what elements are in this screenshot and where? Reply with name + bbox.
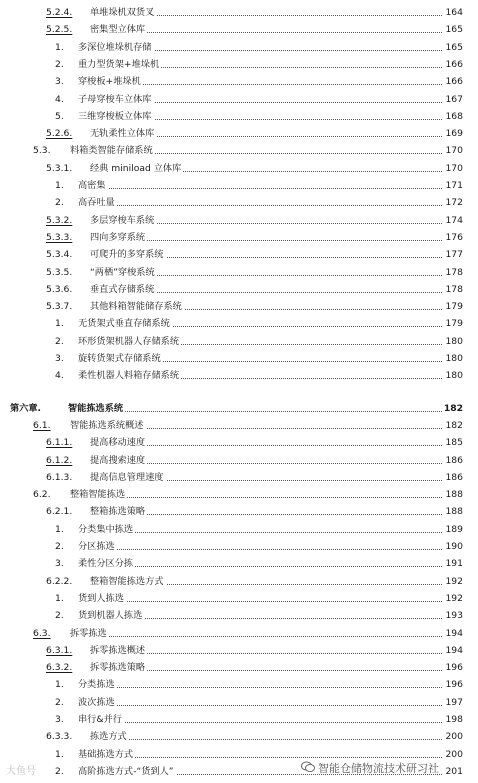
toc-entry-number: 6.1.3. — [46, 471, 73, 483]
toc-entry-page: 169 — [443, 125, 463, 142]
toc-entry[interactable] — [0, 659, 478, 676]
toc-entry-number: 6.3. — [33, 627, 51, 639]
toc-entry[interactable] — [0, 538, 478, 555]
toc-entry-page: 190 — [443, 538, 463, 555]
toc-entry-page: 182 — [442, 400, 463, 417]
toc-entry-page: 165 — [443, 21, 463, 38]
toc-entry[interactable] — [0, 315, 478, 332]
toc-entry-title: 穿梭板+堆垛机 — [78, 73, 143, 90]
toc-entry-page: 168 — [443, 108, 463, 125]
toc-entry-page: 196 — [443, 659, 463, 676]
toc-entry-number: 5.3.7. — [46, 301, 73, 313]
toc-entry[interactable] — [0, 56, 478, 73]
toc-entry-number: 2. — [55, 765, 64, 777]
toc-entry[interactable] — [0, 177, 478, 194]
toc-entry-page: 170 — [443, 142, 463, 159]
toc-entry-page: 188 — [443, 486, 463, 503]
toc-entry-page: 197 — [443, 694, 463, 711]
toc-entry-number: 5.3. — [33, 145, 51, 157]
toc-entry-title: 整箱拣选策略 — [90, 503, 147, 520]
toc-leader-dots — [90, 739, 448, 740]
toc-entry-page: 194 — [443, 625, 463, 642]
toc-entry-page: 200 — [443, 728, 463, 745]
toc-entry-number: 3. — [55, 558, 64, 570]
toc-entry-page: 174 — [443, 212, 463, 229]
toc-entry[interactable] — [0, 229, 478, 246]
toc-entry-page: 191 — [443, 555, 463, 572]
toc-leader-dots — [70, 636, 448, 637]
toc-entry-number: 6.1. — [33, 419, 51, 431]
toc-entry[interactable] — [0, 676, 478, 693]
toc-entry-number: 5.2.5. — [46, 24, 73, 36]
toc-leader-dots — [78, 601, 448, 602]
toc-entry-page: 178 — [443, 264, 463, 281]
toc-entry-number: 5.3.3. — [46, 231, 73, 243]
toc-entry-page: 189 — [443, 521, 463, 538]
toc-entry-title: 分区拣选 — [78, 538, 117, 555]
toc-entry-number: 1. — [55, 318, 64, 330]
toc-entry-title: 整箱智能拣选方式 — [90, 573, 166, 590]
toc-entry-page: 177 — [443, 246, 463, 263]
watermark-left: 大鱼号 — [6, 766, 36, 777]
toc-entry[interactable] — [0, 417, 478, 434]
toc-entry-page: 172 — [443, 194, 463, 211]
toc-entry-number: 6.1.1. — [46, 437, 73, 449]
toc-entry-page: 201 — [443, 763, 463, 780]
toc-entry[interactable] — [0, 160, 478, 177]
toc-entry[interactable] — [0, 264, 478, 281]
toc-entry-title: 波次拣选 — [78, 694, 117, 711]
toc-entry-page: 200 — [443, 746, 463, 763]
toc-entry-title: 分类集中拣选 — [78, 521, 135, 538]
toc-entry-number: 4. — [55, 370, 64, 382]
toc-entry-number: 1. — [55, 748, 64, 760]
toc-entry-page: 176 — [443, 229, 463, 246]
toc-entry[interactable] — [0, 246, 478, 263]
toc-entry-title: 密集型立体库 — [90, 21, 147, 38]
toc-entry-number: 2. — [55, 58, 64, 70]
toc-entry-number: 5.2.4. — [46, 7, 73, 18]
toc-entry-number: 1. — [55, 679, 64, 691]
toc-entry-title: 货到机器人拣选 — [78, 607, 144, 624]
toc-entry-number: 6.1.2. — [46, 454, 73, 466]
toc-entry-page: 198 — [443, 711, 463, 728]
toc-entry-title: 串行&并行 — [78, 711, 124, 728]
toc-entry-number: 3. — [55, 714, 64, 725]
toc-entry[interactable] — [0, 298, 478, 315]
toc-entry-title: 子母穿梭车立体库 — [78, 91, 154, 108]
toc-entry-page: 179 — [443, 298, 463, 315]
toc-entry-title: 多深位堆垛机存储 — [78, 39, 154, 56]
toc-entry-page: 192 — [443, 573, 463, 590]
toc-entry-title: 旋转货架式存储系统 — [78, 350, 163, 367]
toc-entry-page: 188 — [443, 503, 463, 520]
toc-entry-title: 环形货架机器人存储系统 — [78, 333, 181, 350]
toc-entry[interactable] — [0, 4, 478, 21]
toc-entry-title: 重力型货架+堆垛机 — [78, 56, 161, 73]
toc-entry-number: 6.2.2. — [46, 575, 73, 587]
toc-entry-number: 5. — [55, 110, 64, 122]
watermark-right: 智能仓储物流技术研习社 — [318, 762, 439, 775]
toc-leader-dots — [78, 188, 448, 189]
toc-entry-page: 180 — [443, 333, 463, 350]
toc-entry-title: 垂直式存储系统 — [90, 281, 156, 298]
toc-entry-title: 无轨柔性立体库 — [90, 125, 156, 142]
toc-entry[interactable] — [0, 711, 478, 728]
toc-entry-page: 182 — [443, 417, 463, 434]
toc-entry-title: 多层穿梭车系统 — [90, 212, 156, 229]
toc-entry-title: 高吞吐量 — [78, 194, 117, 211]
toc-leader-dots — [78, 205, 448, 206]
toc-entry-page: 180 — [443, 350, 463, 367]
toc-entry-number: 5.3.1. — [46, 162, 73, 174]
toc-entry[interactable] — [0, 642, 478, 659]
toc-entry[interactable] — [0, 142, 478, 159]
toc-entry-number: 2. — [55, 696, 64, 708]
toc-entry[interactable] — [0, 434, 478, 451]
toc-entry-title: 整箱智能拣选 — [70, 486, 127, 503]
toc-entry-page: 170 — [443, 160, 463, 177]
toc-entry[interactable] — [0, 367, 478, 384]
toc-entry-number: 3. — [55, 353, 64, 364]
toc-entry-number: 2. — [55, 197, 64, 209]
toc-entry-number: 4. — [55, 93, 64, 105]
toc-entry[interactable] — [0, 452, 478, 469]
toc-entry-title: 高阶拣选方式-“货到人” — [78, 763, 176, 780]
toc-entry-number: 6.3.1. — [46, 644, 73, 656]
toc-entry[interactable] — [0, 625, 478, 642]
toc-entry-page: 185 — [443, 434, 463, 451]
toc-entry[interactable] — [0, 39, 478, 56]
toc-entry[interactable] — [0, 590, 478, 607]
toc-entry-title: 提高搜索速度 — [90, 452, 147, 469]
toc-entry-page: 165 — [443, 39, 463, 56]
toc-entry[interactable] — [0, 91, 478, 108]
toc-entry[interactable] — [0, 108, 478, 125]
toc-entry-page: 192 — [443, 590, 463, 607]
toc-entry-page: 180 — [443, 367, 463, 384]
toc-entry-page: 194 — [443, 642, 463, 659]
toc-entry-title: 三维穿梭板立体库 — [78, 108, 154, 125]
toc-entry-title: 智能拣选系统 — [68, 400, 125, 417]
toc-entry-page: 186 — [443, 469, 463, 486]
toc-entry-number: 1. — [55, 41, 64, 53]
toc-entry-number: 3. — [55, 76, 64, 88]
toc-entry-number: 2. — [55, 610, 64, 622]
toc-entry[interactable] — [0, 350, 478, 367]
toc-entry-page: 166 — [443, 56, 463, 73]
toc-entry-title: 基础拣选方式 — [78, 746, 135, 763]
toc-leader-dots — [78, 549, 448, 550]
toc-entry-title: 经典 miniload 立体库 — [90, 160, 183, 177]
toc-entry-title: 单堆垛机双货叉 — [90, 4, 156, 21]
toc-entry[interactable] — [0, 503, 478, 520]
toc-entry-number: 1. — [55, 180, 64, 191]
toc-entry-title: 拆零拣选 — [70, 625, 109, 642]
toc-entry[interactable] — [0, 194, 478, 211]
toc-entry-page: 193 — [443, 607, 463, 624]
toc-entry-number: 6.3.3. — [46, 731, 73, 743]
toc-entry[interactable] — [0, 728, 478, 745]
toc-entry-page: 179 — [443, 315, 463, 332]
toc-entry[interactable] — [0, 212, 478, 229]
toc-entry-page: 164 — [443, 4, 463, 21]
toc-entry-title: 柔性机器人料箱存储系统 — [78, 367, 181, 384]
toc-entry-title: 无货架式垂直存储系统 — [78, 315, 172, 332]
toc-entry-page: 167 — [443, 91, 463, 108]
toc-entry-number: 6.2.1. — [46, 506, 73, 518]
toc-entry-title: 拆零拣选策略 — [90, 659, 147, 676]
toc-entry[interactable] — [0, 21, 478, 38]
toc-entry-title: 分类拣选 — [78, 676, 117, 693]
toc-entry[interactable] — [0, 73, 478, 90]
toc-entry-number: 1. — [55, 592, 64, 604]
toc-entry[interactable] — [0, 486, 478, 503]
toc-entry-page: 196 — [443, 676, 463, 693]
toc-entry-title: 料箱类智能存储系统 — [70, 142, 155, 159]
toc-entry-number: 第六章. — [10, 402, 42, 414]
toc-entry-number: 5.3.4. — [46, 249, 73, 261]
toc-entry-number: 2. — [55, 541, 64, 552]
toc-leader-dots — [78, 705, 448, 706]
toc-entry-number: 5.3.6. — [46, 283, 73, 295]
toc-leader-dots — [78, 722, 448, 723]
toc-entry-page: 186 — [443, 452, 463, 469]
toc-entry-title: 拆零拣选概述 — [90, 642, 147, 659]
toc-entry[interactable] — [0, 125, 478, 142]
wechat-icon — [301, 761, 315, 773]
toc-entry-page: 178 — [443, 281, 463, 298]
toc-entry-title: 智能拣选系统概述 — [70, 417, 146, 434]
toc-entry-page: 171 — [443, 177, 463, 194]
toc-entry-title: 高密集 — [78, 177, 108, 194]
toc-entry[interactable] — [0, 521, 478, 538]
toc-leader-dots — [78, 687, 448, 688]
toc-entry-title: 可爬升的多穿系统 — [90, 246, 166, 263]
toc-entry-number: 5.2.6. — [46, 128, 73, 140]
toc-entry-title: 其他料箱智能储存系统 — [90, 298, 184, 315]
toc-entry[interactable] — [0, 281, 478, 298]
toc-entry-number: 6.2. — [33, 489, 51, 501]
toc-entry-title: 柔性分区分拣 — [78, 555, 135, 572]
toc-entry-title: 提高移动速度 — [90, 434, 147, 451]
toc-entry-title: 四向多穿系统 — [90, 229, 147, 246]
toc-entry[interactable] — [0, 333, 478, 350]
toc-entry[interactable] — [0, 607, 478, 624]
toc-entry-number: 5.3.5. — [46, 266, 73, 278]
toc-entry[interactable] — [0, 694, 478, 711]
toc-entry-number: 2. — [55, 335, 64, 347]
toc-entry-title: 提高信息管理速度 — [90, 469, 166, 486]
toc-entry-title: “两栖”穿梭系统 — [90, 264, 157, 281]
toc-entry[interactable] — [0, 400, 478, 417]
toc-entry[interactable] — [0, 469, 478, 486]
toc-entry-number: 6.3.2. — [46, 662, 73, 674]
toc-entry-number: 5.3.2. — [46, 214, 73, 226]
toc-entry[interactable] — [0, 573, 478, 590]
toc-entry-number: 1. — [55, 523, 64, 535]
toc-entry-page: 166 — [443, 73, 463, 90]
toc-entry[interactable] — [0, 555, 478, 572]
toc-entry-title: 拣选方式 — [90, 728, 129, 745]
toc-entry-title: 货到人拣选 — [78, 590, 126, 607]
